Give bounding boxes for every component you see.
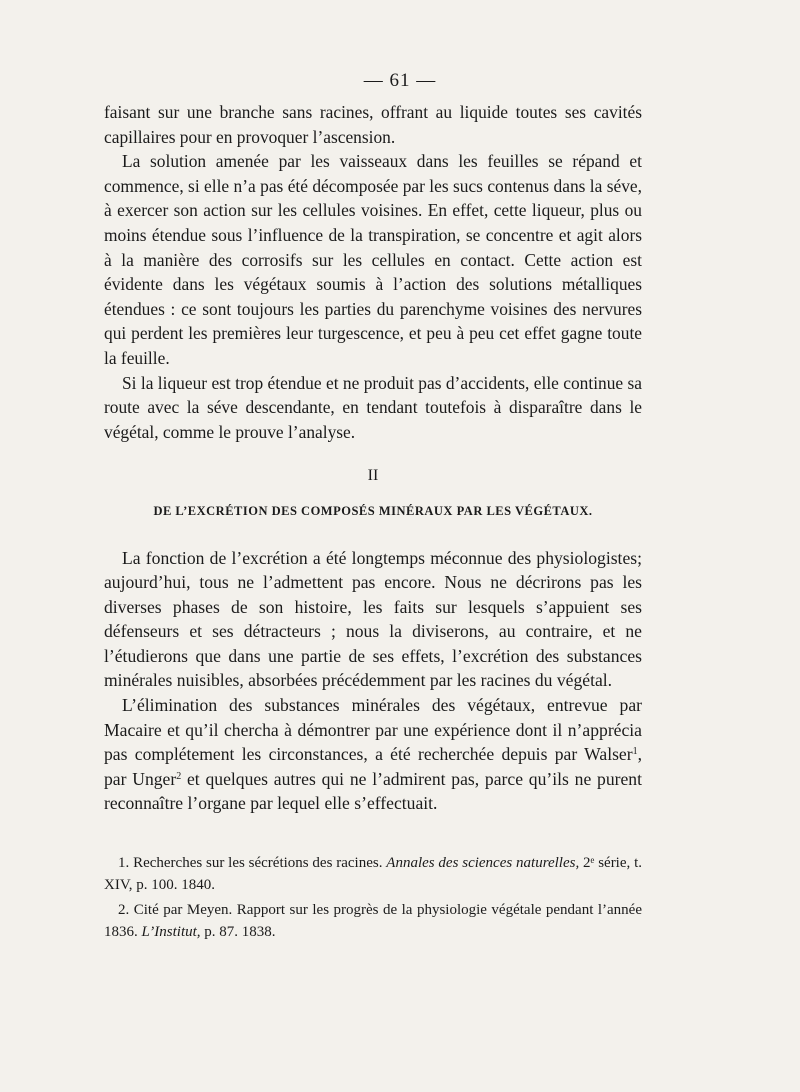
paragraph: Si la liqueur est trop étendue et ne produit pas d’accidents, elle continue sa route avec la séve descendante, en tendant toutefois à disparaître dans le végétal, comme le prouve l’analyse. [104,372,642,442]
paragraph: faisant sur une branche sans racines, offrant au liquide toutes ses cavités capillaires pour en provoquer l’ascension. [104,102,642,147]
page-number: — 61 — [363,70,437,91]
main-text [104,100,642,816]
footnote-text: 1. Recherches sur les sécrétions des racines. [118,855,387,871]
footnote-journal: L’Institut, [141,924,201,940]
paragraph: La solution amenée par les vaisseaux dans les feuilles se répand et commence, si elle n’a pas été décomposée par les sucs contenus dans la séve, à exercer son action sur les cellules voisines. En effet, cette liqueur, plus ou moins étendue sous l’influence de la transpiration, se concentre et agit alors à la manière des corrosifs sur les cellules en contact. Cette action est évidente dans les végétaux soumis à l’action des solutions métalliques étendues : ce sont toujours les parties du parenchyme voisines des nervures qui perdent les premières leur turgescence, et peu à peu cet effet gagne toute la feuille. [104,151,642,368]
footnote [104,899,642,943]
footnote-text: 2ᵉ série, t. XIV, p. 100. 1840. [104,855,642,893]
paragraph [104,693,642,816]
paragraph-text: , par Unger [104,744,642,789]
section-title: DE L’EXCRÉTION DES COMPOSÉS MINÉRAUX PAR LES VÉGÉTAUX. [153,503,593,518]
footnote-text: p. 87. 1838. [200,924,276,940]
footnote-ref: 1 [632,746,638,758]
section-number: II [367,467,379,485]
paragraph-text: L’élimination des substances minérales des végétaux, entrevue par Macaire et qu’il chercha à démontrer par une expérience dont il n’apprécia pas complétement les circonstances, a été recherchée depuis par Walser [104,695,642,765]
footnotes [104,852,642,943]
paragraph: La fonction de l’excrétion a été longtemps méconnue des physiologistes; aujourd’hui, tous ne l’admettent pas encore. Nous ne décrirons pas les diverses phases de son histoire, les faits sur lesquels s’appuient ses défenseurs et ses détracteurs ; nous la diviserons, au contraire, et ne l’étudierons que dans une partie de ses effets, l’excrétion des substances minérales nuisibles, absorbées précédemment par les racines du végétal. [104,547,642,691]
paragraph-text: et quelques autres qui ne l’admirent pas, parce qu’ils ne purent reconnaître l’organe par lequel elle s’effectuait. [104,768,642,814]
footnote [104,852,642,896]
footnote-ref: 2 [176,770,182,782]
footnote-text: 2. Cité par Meyen. Rapport sur les progrès de la physiologie végétale pendant l’année 1836. [104,902,642,940]
footnote-journal: Annales des sciences naturelles, [386,855,580,871]
section-2-body [104,546,642,817]
